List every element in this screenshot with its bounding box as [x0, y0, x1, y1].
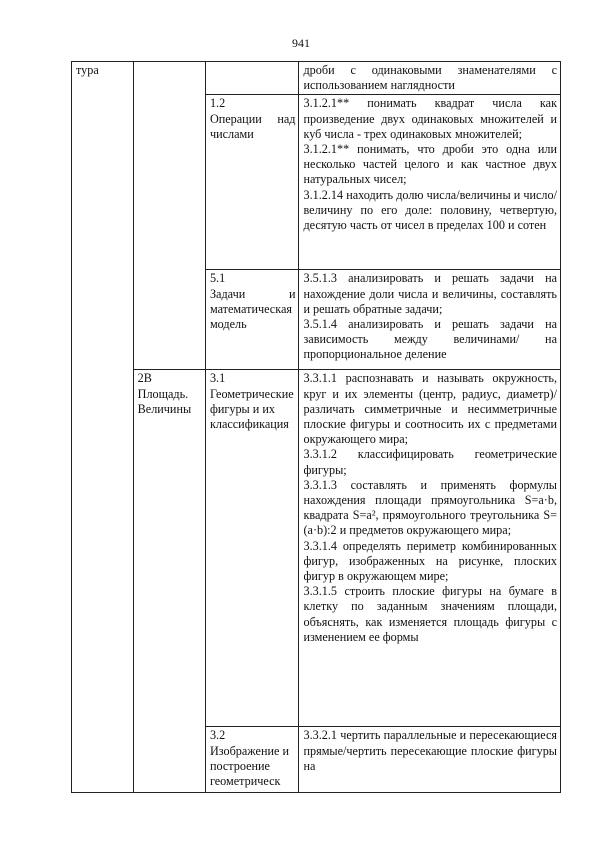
- table-row: [72, 370, 561, 727]
- objective-text: дроби с одинаковыми знаменателями с использованием наглядности: [303, 63, 557, 93]
- objective-text: 3.5.1.3 анализировать и решать задачи на нахождение доли числа и величины, составлять и решать обратные задачи;: [303, 271, 557, 316]
- subsection-cell: 3.2 Изображение и построение геометрическ: [205, 727, 299, 793]
- subsection-cell: 5.1 Задачи и математическая модель: [205, 270, 299, 370]
- column1-cell: тура: [72, 62, 134, 793]
- curriculum-table: [71, 61, 561, 793]
- objective-text: 3.3.1.4 определять периметр комбинированных фигур, изображенных на рисунке, плоских фигур в окружающем мире;: [303, 538, 557, 584]
- objective-text: 3.3.2.1 чертить параллельные и пересекающиеся прямые/чертить пересекающие плоские фигуры на: [303, 728, 557, 773]
- subsection-cell: 1.2 Операции над числами: [205, 95, 299, 270]
- section-cell: [133, 62, 205, 370]
- objective-text: 3.5.1.4 анализировать и решать задачи на зависимость между величинами/ на пропорциональное деление: [303, 317, 557, 362]
- objectives-cell: [299, 62, 561, 95]
- objective-text: 3.3.1.5 строить плоские фигуры на бумаге в клетку по заданным значениям площади, объяснять, как изменяется площадь фигуры с изменением ее формы: [303, 584, 557, 644]
- objective-text: 3.3.1.2 классифицировать геометрические фигуры;: [303, 447, 557, 477]
- objective-text: 3.1.2.1** понимать квадрат числа как произведение двух одинаковых множителей и куб числа - трех одинаковых множителей;: [303, 96, 557, 141]
- objectives-cell: [299, 370, 561, 727]
- subsection-cell: 3.1 Геометрические фигуры и их классификация: [205, 370, 299, 727]
- objectives-cell: [299, 95, 561, 270]
- objective-text: 3.3.1.1 распознавать и называть окружность, круг и их элементы (центр, радиус, диаметр)/ различать симметричные и несимметричные плоские фигуры и соотносить их с предметами окружающего мира;: [303, 371, 557, 447]
- objective-text: 3.3.1.3 составлять и применять формулы нахождения площади прямоугольника S=a·b, квадрата S=a², прямоугольного треугольника S=(a·b):2 и предметов окружающего мира;: [303, 477, 557, 538]
- subsection-cell: [205, 62, 299, 95]
- objective-text: 3.1.2.14 находить долю числа/величины и число/величину по его доле: половину, четвертую, десятую часть от чисел в пределах 100 и сотен: [303, 187, 557, 233]
- objectives-cell: [299, 270, 561, 370]
- table-row: [72, 62, 561, 95]
- page-number: 941: [292, 36, 310, 50]
- objective-text: 3.1.2.1** понимать, что дроби это одна или несколько частей целого и как частное двух натуральных чисел;: [303, 142, 557, 187]
- section-cell: 2В Площадь. Величины: [133, 370, 205, 793]
- objectives-cell: [299, 727, 561, 793]
